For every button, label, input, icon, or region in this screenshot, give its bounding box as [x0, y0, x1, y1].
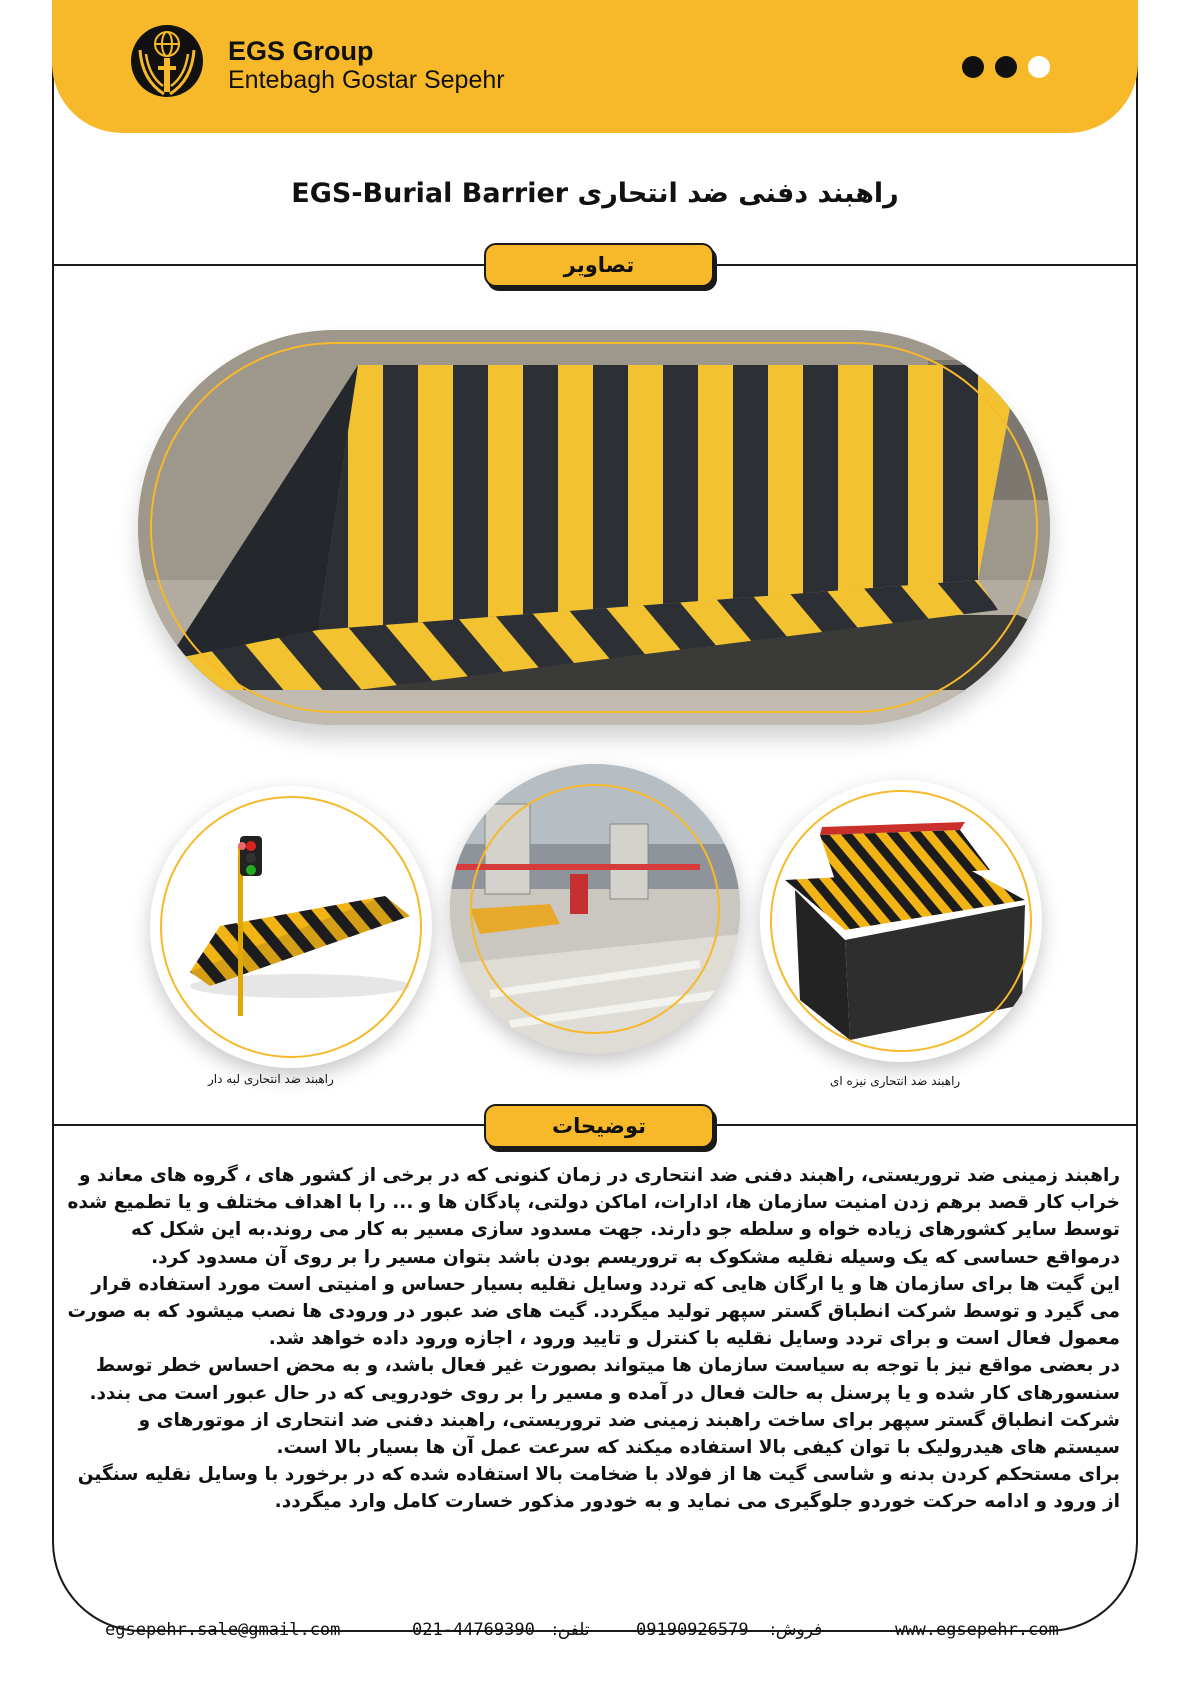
caption-spiked-barrier: راهبند ضد انتحاری نیزه ای	[830, 1074, 961, 1088]
egs-logo-icon	[128, 20, 206, 102]
footer-website[interactable]: www.egsepehr.com	[895, 1620, 1059, 1640]
circle-ring-left	[160, 796, 422, 1058]
caption-edged-barrier: راهبند ضد انتحاری لبه دار	[208, 1072, 334, 1086]
description-text	[66, 1162, 1120, 1516]
brand-subtitle: Entebagh Gostar Sepehr	[228, 66, 505, 94]
description-paragraph: این گیت ها برای سازمان ها و یا ارگان هایی که تردد وسایل نقلیه بسیار حساس و امنیتی است مورد استفاده قرار می گیرد و توسط شرکت انطباق گستر سپهر تولید میگردد. گیت های ضد عبور در ورودی ها نصب میشود که به صورت معمول فعال است و برای تردد وسایل نقلیه با کنترل و تایید ورود ، اجازه ورود داده خواهد شد.	[67, 1273, 1120, 1350]
circle-ring-middle	[470, 784, 720, 1034]
footer-phone[interactable]: 021-44769390	[412, 1620, 535, 1640]
footer-phone-label: تلفن:	[552, 1620, 590, 1640]
images-section-label: تصاویر	[484, 243, 714, 287]
page-title: راهبند دفنی ضد انتحاری EGS-Burial Barrier	[291, 178, 899, 209]
dot-2	[995, 56, 1017, 78]
description-paragraph: برای مستحکم کردن بدنه و شاسی گیت ها از فولاد با ضخامت بالا استفاده شده که در برخورد با وسایل نقلیه سنگین از ورود و ادامه حرکت خوردو جلوگیری می نماید و به خودور مذکور خسارت کامل وارد میگردد.	[77, 1464, 1120, 1513]
description-paragraph: شرکت انطباق گستر سپهر برای ساخت راهبند زمینی ضد تروریستی، راهبند دفنی ضد انتحاری از موتورهای و سیستم های هیدرولیک با توان کیفی بالا استفاده میکند که سرعت عمل آن ها بسیار بالا است.	[138, 1409, 1120, 1459]
description-section-label: توضیحات	[484, 1104, 714, 1148]
dot-3	[1028, 56, 1050, 78]
dot-1	[962, 56, 984, 78]
footer-sales-phone[interactable]: 09190926579	[636, 1620, 749, 1640]
description-paragraph: راهبند زمینی ضد تروریستی، راهبند دفنی ضد انتحاری در زمان کنونی که در برخی از کشور های ، گروه های معاند و خراب کار قصد برهم زدن امنیت سازمان ها، ادارات، اماکن دولتی، پادگان ها و ... را با اهداف مختلف و یا تطمیع شده توسط سایر کشورهای زیاده خواه و سلطه جو دارند. جهت مسدود سازی مسیر به کار می روند.به این شکل که درمواقع حساسی که یک وسیله نقلیه مشکوک به تروریسم بودن باشد بتوان مسیر را بر روی آن مسدود کرد.	[67, 1165, 1120, 1268]
footer-sales-label: فروش:	[770, 1620, 823, 1640]
hero-frame-ring	[150, 342, 1038, 713]
footer-email[interactable]: egsepehr.sale@gmail.com	[105, 1620, 341, 1640]
description-paragraph: در بعضی مواقع نیز با توجه به سیاست سازمان ها میتواند بصورت غیر فعال باشد، و به محض احساس خطر توسط سنسورهای کار شده و یا پرسنل به حالت فعال در آمده و مسیر را بر روی خودرویی که در حال عبور است می بندد.	[89, 1355, 1120, 1404]
brand-name: EGS Group	[228, 36, 374, 66]
circle-ring-right	[770, 790, 1032, 1052]
